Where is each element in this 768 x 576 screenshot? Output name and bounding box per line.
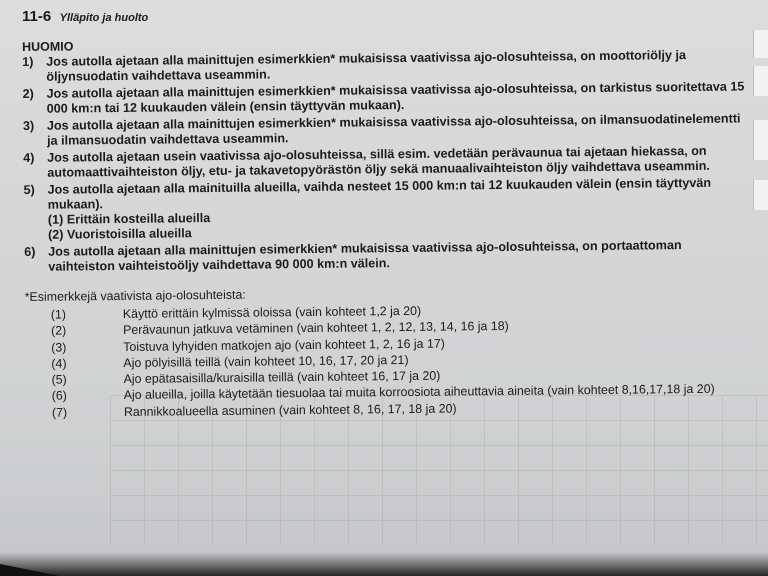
notice-sub-item: (1) Erittäin kosteilla alueilla bbox=[47, 211, 211, 227]
notice-list bbox=[22, 47, 749, 275]
example-text: Käyttö erittäin kylmissä oloissa (vain kohteet 1,2 ja 20) bbox=[122, 303, 422, 321]
notice-item bbox=[23, 111, 748, 149]
notice-item-text: Jos autolla ajetaan alla mainittujen esimerkkien* mukaisissa vaativissa ajo-olosuhteissa, on ilmansuodatinelementti ja ilmansuodatin vaihdettava useammin. bbox=[46, 111, 741, 148]
page-header bbox=[22, 8, 148, 26]
example-number: (4) bbox=[51, 356, 67, 371]
notice-item-text: Jos autolla ajetaan alla mainittujen esimerkkien* mukaisissa vaativissa ajo-olosuhteissa, on moottoriöljy ja öljynsuodatin vaihdettava useammin. bbox=[46, 48, 686, 84]
notice-item-number: 2) bbox=[22, 86, 34, 101]
section-title: Ylläpito ja huolto bbox=[59, 12, 149, 24]
notice-item-text: Jos autolla ajetaan alla mainituilla alueilla, vaihda nesteet 15 000 km:n tai 12 kuukauden välein (ensin täyttyvän mukaan). bbox=[47, 175, 712, 212]
notice-item-body bbox=[47, 175, 749, 242]
example-text: Rannikkoalueella asuminen (vain kohteet 8, 16, 17, 18 ja 20) bbox=[123, 401, 457, 419]
example-number: (2) bbox=[50, 323, 67, 339]
edge-tab bbox=[753, 180, 768, 210]
notice-sub-item: (2) Vuoristoisilla alueilla bbox=[47, 226, 192, 242]
example-text: Ajo pölyisillä teillä (vain kohteet 10, 16, 17, 20 ja 21) bbox=[123, 352, 409, 370]
example-number: (7) bbox=[51, 405, 68, 420]
examples-list bbox=[25, 299, 751, 421]
notice-sub-list bbox=[48, 205, 749, 242]
notice-item bbox=[23, 143, 748, 181]
page-content bbox=[22, 32, 751, 421]
adjacent-page-tabs bbox=[752, 30, 768, 260]
example-text: Ajo epätasaisilla/kuraisilla teillä (vain kohteet 16, 17 ja 20) bbox=[123, 368, 441, 387]
example-number: (3) bbox=[51, 340, 67, 355]
notice-item bbox=[23, 175, 749, 243]
example-text: Perävaunun jatkuva vetäminen (vain kohteet 1, 2, 12, 13, 14, 16 ja 18) bbox=[122, 319, 509, 338]
notice-item-number: 3) bbox=[22, 118, 35, 133]
example-number: (6) bbox=[51, 389, 67, 404]
edge-tab bbox=[753, 30, 768, 58]
example-number: (1) bbox=[50, 307, 67, 322]
notice-item bbox=[22, 47, 747, 85]
edge-tab bbox=[753, 120, 768, 160]
notice-heading: HUOMIO bbox=[22, 39, 74, 54]
example-number: (5) bbox=[51, 372, 67, 387]
notice-item bbox=[22, 79, 747, 117]
notice-item-text: Jos autolla ajetaan alla mainittujen esimerkkien* mukaisissa vaativissa ajo-olosuhteissa, on portaattoman vaihteiston vaihteistoöljy vaihdettava 90 000 km:n välein. bbox=[48, 238, 682, 274]
notice-item-text: Jos autolla ajetaan usein vaativissa ajo-olosuhteissa, sillä esim. vedetään perävaunua tai ajetaan hiekassa, on automaattivaihteiston öljy, etu- ja takavetopyörästön öljy sekä manuaalivaihteiston öljy vaihdettava useammin. bbox=[47, 143, 710, 180]
notice-item bbox=[24, 237, 749, 275]
page-number: 11-6 bbox=[22, 8, 52, 25]
examples-title: *Esimerkkejä vaativista ajo-olosuhteista: bbox=[24, 287, 246, 304]
example-text: Toistuva lyhyiden matkojen ajo (vain kohteet 1, 2, 16 ja 17) bbox=[123, 336, 445, 354]
notice-item-text: Jos autolla ajetaan alla mainittujen esimerkkien* mukaisissa vaativissa ajo-olosuhteissa, on tarkistus suoritettava 15 000 km:n tai 12 kuukauden välein (ensin täyttyvän mukaan). bbox=[46, 79, 745, 116]
notice-item-number: 5) bbox=[23, 182, 35, 197]
notice-item-number: 6) bbox=[24, 244, 36, 259]
photo-shadow bbox=[0, 552, 768, 576]
example-text: Ajo alueilla, joilla käytetään tiesuolaa tai muita korroosiota aiheuttavia aineita (vain kohteet 8,16,17,18 ja 20) bbox=[123, 382, 715, 403]
notice-item-number: 4) bbox=[23, 150, 35, 165]
edge-tab bbox=[753, 66, 768, 96]
notice-item-number: 1) bbox=[22, 54, 34, 69]
